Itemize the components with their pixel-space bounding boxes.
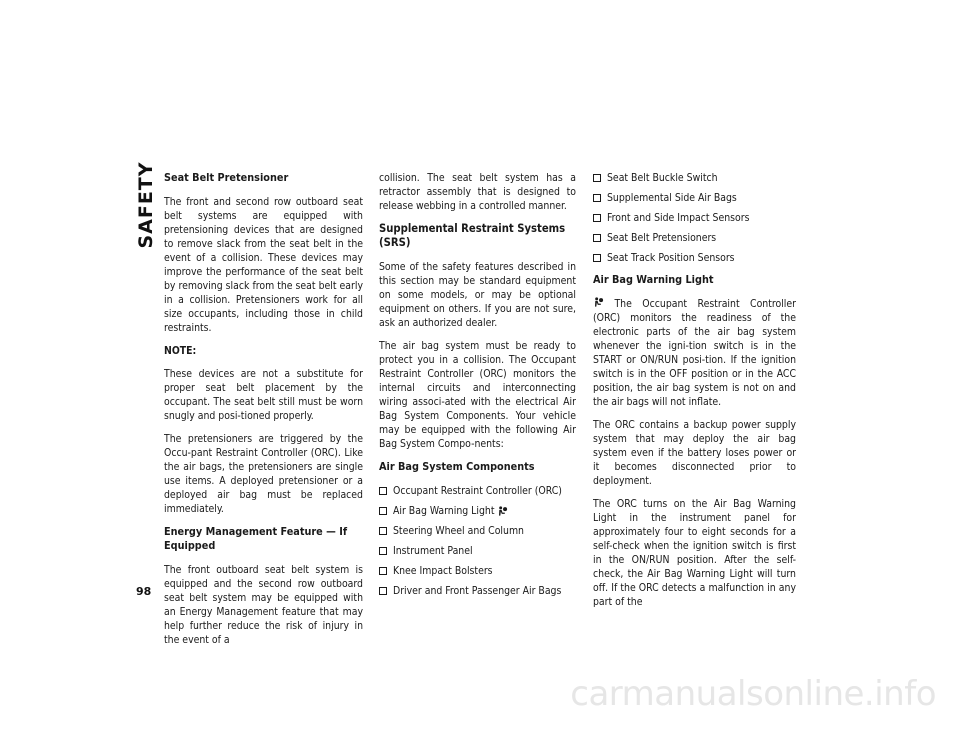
paragraph-pretensioner-intro: The front and second row outboard seat belt systems are equipped with pretensioning devices that are designed to remove slack from the seat belt in the event of a collision. These devices may improve the performance of the seat belt by removing slack from the seat belt early in a collision. Pretensioners work for all size occupants, including those in child restraints. bbox=[164, 196, 363, 334]
components-list-continued bbox=[593, 171, 796, 265]
watermark: carmanualsonline.info bbox=[570, 674, 936, 714]
list-item: Air Bag Warning Light bbox=[379, 504, 576, 518]
airbag-warning-icon bbox=[593, 297, 604, 308]
section-tab-label: SAFETY bbox=[135, 161, 157, 249]
paragraph-backup-power: The ORC contains a backup power supply system that may deploy the air bag system even if the battery loses power or it becomes disconnected prior to deployment. bbox=[593, 419, 796, 487]
paragraph-warning-light: The Occupant Restraint Controller (ORC) monitors the readiness of the electronic parts of the air bag system whenever the igni-tion switch is in the START or ON/RUN posi-tion. If the ignition switch is in the OFF position or in the ACC position, the air bag system is not on and the air bags will not inflate. bbox=[593, 298, 797, 408]
checkbox-icon bbox=[593, 234, 601, 242]
note-label: NOTE: bbox=[164, 345, 197, 357]
paragraph-continued: collision. The seat belt system has a retractor assembly that is designed to release webbing in a controlled manner. bbox=[379, 172, 576, 212]
paragraph-energy-management: The front outboard seat belt system is equipped and the second row outboard seat belt system may be equipped with an Energy Management feature that may help further reduce the risk of injury in the event of a bbox=[164, 564, 363, 646]
page-number: 98 bbox=[136, 585, 152, 598]
checkbox-icon bbox=[593, 254, 601, 262]
section-tab bbox=[134, 160, 158, 250]
checkbox-icon bbox=[379, 587, 387, 595]
heading-seat-belt-pretensioner: Seat Belt Pretensioner bbox=[164, 171, 289, 184]
checkbox-icon bbox=[379, 507, 387, 515]
column-3 bbox=[593, 171, 796, 618]
paragraph-pretensioner-trigger: The pretensioners are triggered by the Occu-pant Restraint Controller (ORC). Like the air bags, the pretensioners are single use items. A deployed pretensioner or a deployed air bag must be replaced immediately. bbox=[164, 433, 363, 515]
list-item: Instrument Panel bbox=[379, 544, 576, 558]
checkbox-icon bbox=[593, 174, 601, 182]
list-item: Driver and Front Passenger Air Bags bbox=[379, 584, 576, 598]
checkbox-icon bbox=[593, 194, 601, 202]
checkbox-icon bbox=[379, 567, 387, 575]
airbag-warning-icon bbox=[497, 506, 508, 517]
components-list bbox=[379, 484, 576, 598]
list-item: Seat Track Position Sensors bbox=[593, 251, 796, 265]
checkbox-icon bbox=[379, 547, 387, 555]
heading-srs: Supplemental Restraint Systems (SRS) bbox=[379, 222, 566, 249]
list-item: Front and Side Impact Sensors bbox=[593, 211, 796, 225]
heading-energy-management: Energy Management Feature — If Equipped bbox=[164, 525, 348, 552]
list-item: Knee Impact Bolsters bbox=[379, 564, 576, 578]
note-body: These devices are not a substitute for proper seat belt placement by the occupant. The seat belt still must be worn snugly and posi-tioned properly. bbox=[164, 368, 363, 422]
column-2 bbox=[379, 171, 576, 606]
column-1 bbox=[164, 171, 363, 656]
checkbox-icon bbox=[379, 487, 387, 495]
list-item: Supplemental Side Air Bags bbox=[593, 191, 796, 205]
list-item: Seat Belt Pretensioners bbox=[593, 231, 796, 245]
list-item: Seat Belt Buckle Switch bbox=[593, 171, 796, 185]
paragraph-self-check: The ORC turns on the Air Bag Warning Light in the instrument panel for approximately four to eight seconds for a self-check when the ignition switch is first in the ON/RUN position. After the self-check, the Air Bag Warning Light will turn off. If the ORC detects a malfunction in any part of the bbox=[593, 498, 796, 608]
checkbox-icon bbox=[379, 527, 387, 535]
paragraph-srs-intro: Some of the safety features described in this section may be standard equipment on some models, or may be optional equipment on others. If you are not sure, ask an authorized dealer. bbox=[379, 261, 576, 329]
heading-airbag-components: Air Bag System Components bbox=[379, 460, 535, 473]
heading-airbag-warning-light: Air Bag Warning Light bbox=[593, 273, 714, 286]
list-item: Occupant Restraint Controller (ORC) bbox=[379, 484, 576, 498]
paragraph-airbag-ready: The air bag system must be ready to protect you in a collision. The Occupant Restraint Controller (ORC) monitors the internal circuits and interconnecting wiring associ-ated with the electrical Air Bag System Components. Your vehicle may be equipped with the following Air Bag System Compo-nents: bbox=[379, 340, 576, 450]
list-item: Steering Wheel and Column bbox=[379, 524, 576, 538]
checkbox-icon bbox=[593, 214, 601, 222]
